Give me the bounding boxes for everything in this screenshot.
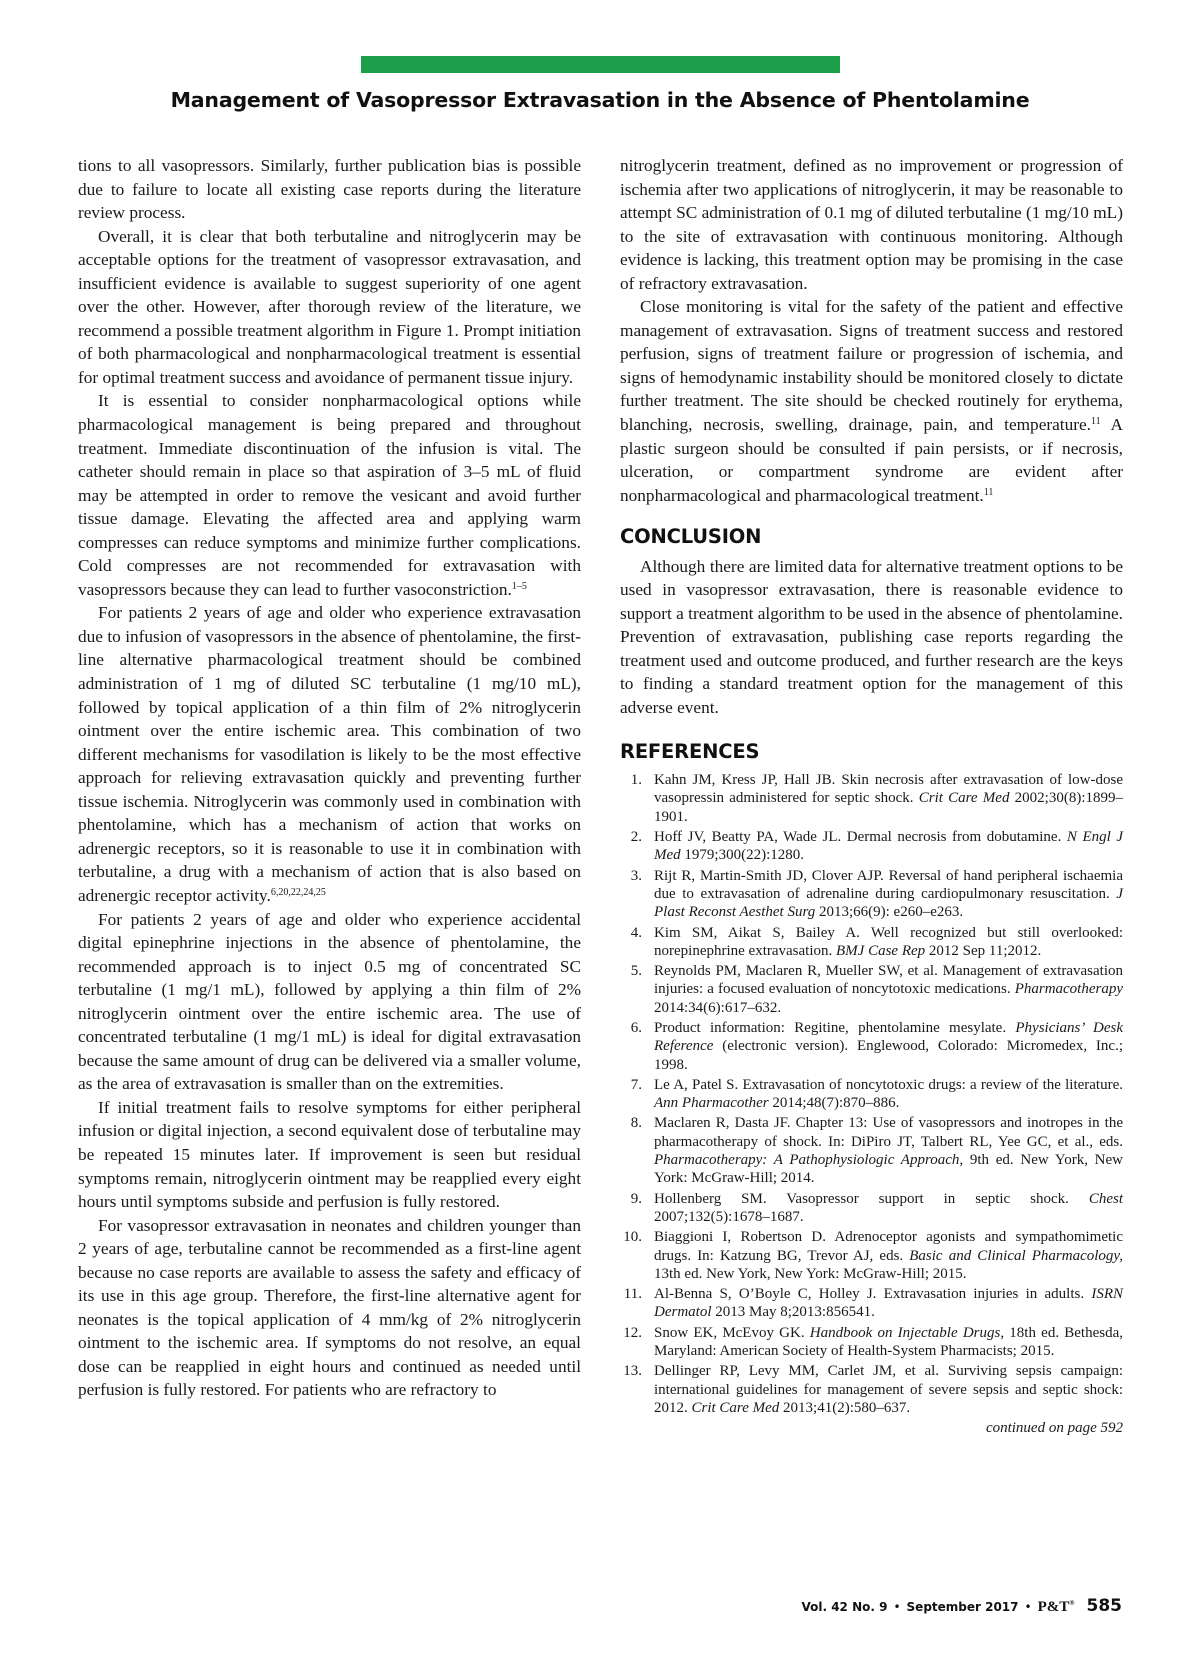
reference-citation: 2013;66(9): e260–e263. (815, 904, 964, 921)
citation: 1–5 (511, 580, 527, 592)
reference-text: Dellinger RP, Levy MM, Carlet JM, et al. Surviving sepsis campaign: international guidelines for management of severe sepsis and septic shock: 2012. (654, 1363, 1123, 1416)
reference-text: Reynolds PM, Maclaren R, Mueller SW, et al. Management of extravasation injuries: a focused evaluation of noncytotoxic medications. (654, 963, 1123, 998)
reference-item (620, 1190, 1123, 1227)
reference-text: Al-Benna S, O’Boyle C, Holley J. Extravasation injuries in adults. (654, 1286, 1092, 1303)
reference-number: 5. (630, 963, 642, 980)
reference-citation: 2012 Sep 11;2012. (925, 942, 1042, 959)
reference-citation: 2013 May 8;2013:856541. (711, 1304, 875, 1321)
reference-citation: 13th ed. New York, New York: McGraw-Hill; 2015. (654, 1265, 967, 1282)
reference-item (620, 828, 1123, 865)
paragraph: If initial treatment fails to resolve symptoms for either peripheral infusion or digital injection, a second equivalent dose of terbutaline may be repeated 15 minutes later. If improvement is seen but residual symptoms remain, nitroglycerin ointment may be reapplied every eight hours until symptoms subside and perfusion is fully restored. (78, 1097, 581, 1212)
reference-item (620, 1362, 1123, 1417)
paragraph: It is essential to consider nonpharmacological options while pharmacological management is being prepared and throughout treatment. Immediate discontinuation of the infusion is vital. The catheter should remain in place so that aspiration of 3–5 mL of fluid may be attempted in order to remove the vesicant and avoid further tissue damage. Elevating the affected area and applying warm compresses can reduce symptoms and minimize further complications. Cold compresses are not recommended for extravasation with vasopressors because they can lead to further vasoconstriction.$^{1-5}$ (78, 391, 581, 599)
reference-list (620, 771, 1123, 1417)
reference-item (620, 1324, 1123, 1361)
reference-journal: Physicians’ Desk Reference (654, 1019, 1123, 1055)
reference-journal: Ann Pharmacother (654, 1095, 769, 1112)
reference-journal: Crit Care Med (691, 1399, 780, 1416)
reference-citation: 2007;132(5):1678–1687. (654, 1208, 804, 1225)
journal-brand: P&T® (1037, 1599, 1075, 1615)
header-accent-bar (361, 56, 840, 73)
reference-citation: (electronic version). Englewood, Colorado: Micromedex, Inc.; 1998. (654, 1038, 1123, 1073)
reference-text: Rijt R, Martin-Smith JD, Clover AJP. Reversal of hand peripheral ischaemia due to extravasation of adrenaline during cardiopulmonary resuscitation. (654, 867, 1123, 902)
reference-text: Maclaren R, Dasta JF. Chapter 13: Use of vasopressors and inotropes in the pharmacotherapy of shock. In: DiPiro JT, Talbert RL, Yee GC, et al., eds. (654, 1115, 1123, 1150)
reference-text: Le A, Patel S. Extravasation of noncytotoxic drugs: a review of the literature. (654, 1076, 1123, 1093)
paragraph: nitroglycerin treatment, defined as no improvement or progression of ischemia after two applications of nitroglycerin, it may be reasonable to attempt SC administration of 0.1 mg of diluted terbutaline (1 mg/10 mL) to the site of extravasation with continuous monitoring. Although evidence is lacking, this treatment option may be promising in the case of refractory extravasation. (620, 156, 1123, 293)
reference-item (620, 962, 1123, 1017)
reference-journal: ISRN Dermatol (654, 1286, 1123, 1321)
reference-journal: Pharmacotherapy: A Pathophysiologic Approach, (654, 1152, 964, 1169)
left-column (78, 154, 581, 1402)
paragraph: Close monitoring is vital for the safety of the patient and effective management of extravasation. Signs of treatment success and restored perfusion, signs of treatment failure or progression of ischemia, and signs of hemodynamic instability should be monitored closely to dictate further treatment. The site should be checked routinely for erythema, blanching, necrosis, swelling, drainage, pain, and temperature.$^{11}$ A plastic surgeon should be consulted if pain persists, or if necrosis, ulceration, or compartment syndrome are evident after nonpharmacological and pharmacological treatment.$^{11}$ (620, 297, 1123, 505)
reference-text: Kahn JM, Kress JP, Hall JB. Skin necrosis after extravasation of low-dose vasopressin administered for septic shock. (654, 772, 1123, 807)
reference-number: 6. (630, 1019, 642, 1036)
citation: 11 (983, 486, 994, 498)
separator: • (893, 1600, 901, 1614)
reference-journal: Basic and Clinical Pharmacology, (909, 1247, 1123, 1264)
right-column (620, 154, 1123, 1437)
continued-note: continued on page 592 (985, 1420, 1123, 1437)
paragraph: tions to all vasopressors. Similarly, further publication bias is possible due to failure to locate all existing case reports during the literature review process. (78, 156, 581, 223)
reference-text: Product information: Regitine, phentolamine mesylate. (654, 1019, 1016, 1036)
page-number: 585 (1086, 1596, 1122, 1616)
separator: • (1024, 1600, 1032, 1614)
citation: 11 (1090, 416, 1101, 428)
reference-number: 2. (630, 829, 642, 846)
reference-number: 11. (623, 1286, 642, 1303)
reference-item (620, 867, 1123, 922)
reference-citation: 2013;41(2):580–637. (779, 1399, 911, 1416)
reference-journal: J Plast Reconst Aesthet Surg (654, 885, 1123, 921)
page-title: Management of Vasopressor Extravasation in the Absence of Phentolamine (170, 88, 1030, 112)
reference-number: 4. (630, 924, 642, 941)
paragraph: For patients 2 years of age and older who experience accidental digital epinephrine injections in the absence of phentolamine, the recommended approach is to inject 0.5 mg of concentrated SC terbutaline (1 mg/1 mL), followed by applying a thin film of 2% nitroglycerin ointment over the entire ischemic area. The use of concentrated terbutaline (1 mg/1 mL) is ideal for digital extravasation because the same amount of drug can be delivered via a smaller volume, as the area of extravasation is smaller than on the extremities. (78, 909, 581, 1094)
reference-journal: Crit Care Med (918, 790, 1010, 807)
reference-number: 1. (630, 772, 642, 789)
reference-journal: Pharmacotherapy (1014, 981, 1123, 998)
reference-text: Hoff JV, Beatty PA, Wade JL. Dermal necrosis from dobutamine. (654, 829, 1067, 846)
page-footer (801, 1596, 1122, 1616)
reference-citation: 18th ed. Bethesda, Maryland: American Society of Health-System Pharmacists; 2015. (654, 1324, 1123, 1360)
reference-journal: Handbook on Injectable Drugs, (809, 1324, 1005, 1341)
reference-text: Hollenberg SM. Vasopressor support in septic shock. (654, 1190, 1089, 1207)
reference-text: Biaggioni I, Robertson D. Adrenoceptor agonists and sympathomimetic drugs. In: Katzung BG, Trevor AJ, eds. (654, 1229, 1123, 1264)
reference-item (620, 1076, 1123, 1113)
citation: 6,20,22,24,25 (270, 886, 326, 898)
paragraph: For vasopressor extravasation in neonates and children younger than 2 years of age, terbutaline cannot be recommended as a first-line agent because no case reports are available to assess the safety and efficacy of its use in this age group. Therefore, the first-line alternative agent for neonates is the topical application of 4 mm/kg of 2% nitroglycerin ointment to the ischemic area. If symptoms do not resolve, an equal dose can be reapplied in eight hours and continued as needed until perfusion is fully restored. For patients who are refractory to (78, 1215, 581, 1400)
reference-journal: N Engl J Med (654, 829, 1123, 864)
reference-item (620, 1285, 1123, 1322)
reference-item (620, 1114, 1123, 1187)
issue-date: September 2017 (906, 1600, 1019, 1614)
reference-citation: 1979;300(22):1280. (680, 847, 804, 864)
reference-citation: 2002;30(8):1899–1901. (654, 790, 1123, 825)
reference-item (620, 1019, 1123, 1074)
reference-number: 12. (623, 1324, 642, 1341)
reference-number: 10. (623, 1229, 642, 1246)
paragraph: For patients 2 years of age and older who experience extravasation due to infusion of vasopressors in the absence of phentolamine, the first-line alternative pharmacological treatment should be combined administration of 1 mg of diluted SC terbutaline (1 mg/10 mL), followed by topical application of a thin film of 2% nitroglycerin ointment over the entire ischemic area. This combination of two different mechanisms for vasodilation is likely to be the most effective approach for relieving extravasation quickly and preventing further tissue ischemia. Nitroglycerin was commonly used in combination with phentolamine, which has a mechanism of action that works on adrenergic receptors, so it is reasonable to use it in combination with terbutaline, a drug with a mechanism of action that is also based on adrenergic receptor activity.$^{6,20,22,24,25}$ (78, 603, 581, 905)
reference-citation: 2014:34(6):617–632. (654, 999, 782, 1016)
reference-number: 3. (630, 867, 642, 884)
reference-citation: 9th ed. New York, New York: McGraw-Hill; 2014. (654, 1152, 1123, 1187)
conclusion-paragraph: Although there are limited data for alternative treatment options to be used in vasopressor extravasation, there is reasonable evidence to support a treatment algorithm to be used in the absence of phentolamine. Prevention of extravasation, publishing case reports regarding the treatment used and outcome produced, and further research are the keys to finding a standard treatment option for the management of this adverse event. (620, 556, 1123, 718)
reference-item (620, 771, 1123, 826)
reference-text: Snow EK, McEvoy GK. (654, 1324, 810, 1341)
reference-number: 13. (623, 1363, 642, 1380)
paragraph: Overall, it is clear that both terbutaline and nitroglycerin may be acceptable options for the treatment of vasopressor extravasation, and insufficient evidence is available to suggest superiority of one agent over the other. However, after thorough review of the literature, we recommend a possible treatment algorithm in Figure 1. Prompt initiation of both pharmacological and nonpharmacological treatment is essential for optimal treatment success and avoidance of permanent tissue injury. (78, 226, 581, 387)
reference-item (620, 1228, 1123, 1283)
reference-number: 8. (630, 1115, 642, 1132)
reference-number: 7. (630, 1076, 642, 1093)
reference-text: Kim SM, Aikat S, Bailey A. Well recognized but still overlooked: norepinephrine extravasation. (654, 924, 1123, 959)
issue-info: Vol. 42 No. 9 (801, 1600, 888, 1614)
reference-journal: Chest (1088, 1190, 1123, 1207)
reference-journal: BMJ Case Rep (836, 942, 926, 959)
conclusion-heading: CONCLUSION (620, 525, 762, 549)
references-heading: REFERENCES (620, 739, 760, 763)
reference-citation: 2014;48(7):870–886. (768, 1095, 900, 1112)
reference-number: 9. (630, 1190, 642, 1207)
reference-item (620, 924, 1123, 961)
